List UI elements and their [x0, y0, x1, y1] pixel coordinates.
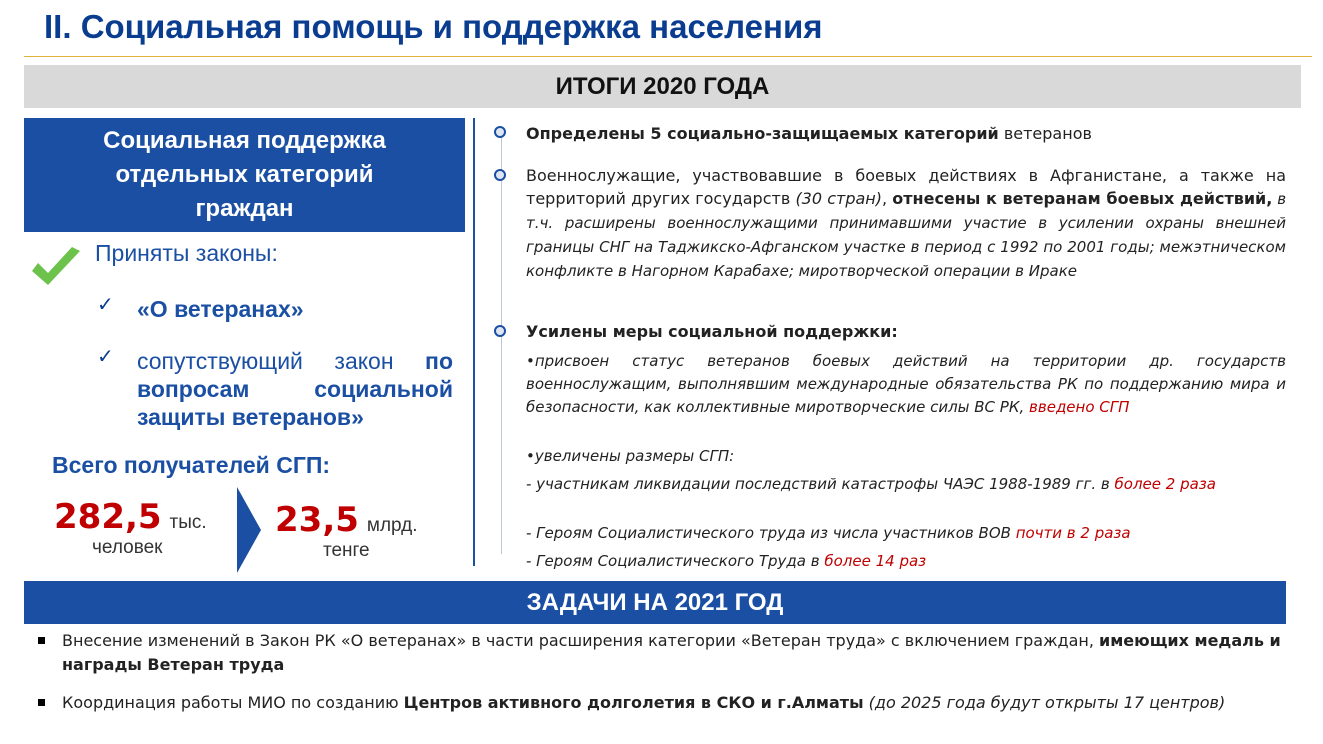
- measure-item: [526, 473, 1286, 496]
- point-categories: [526, 122, 1286, 145]
- social-support-box: [24, 118, 465, 232]
- point-measures-heading: Усилены меры социальной поддержки:: [526, 322, 898, 341]
- box-line-1: Социальная поддержка: [103, 127, 386, 154]
- results-band: [24, 65, 1301, 108]
- timeline-dot: [494, 325, 506, 337]
- task-text-bold: имеющих медаль и награды Ветеран труда: [62, 631, 1281, 674]
- tasks-band: [24, 581, 1286, 624]
- page-title: [44, 8, 823, 46]
- stat-sub: человек: [92, 537, 163, 558]
- task-text-bold: Центров активного долголетия в СКО и г.Алматы: [403, 693, 864, 712]
- stat-unit: тыс.: [169, 512, 207, 533]
- stat-people: [54, 497, 207, 558]
- point-text-italic: в т.ч. расширены военнослужащими принимавшими участие в усилении охраны внешней границы СНГ на Таджикско-Афганском участке в период с 1992 по 2001 годы; межэтническом конфликте в Нагорном Карабахе; миротворческой операции в Ираке: [526, 190, 1287, 280]
- title-text: Социальная помощь и поддержка населения: [80, 8, 823, 45]
- results-band-label: ИТОГИ 2020 ГОДА: [555, 72, 770, 100]
- measure-highlight: более 14 раз: [824, 552, 927, 570]
- stat-money: [275, 500, 418, 561]
- measure-item: [526, 350, 1286, 419]
- law-item-label-a: сопутствующий закон: [137, 348, 426, 374]
- laws-heading: Приняты законы:: [95, 240, 278, 266]
- square-bullet-icon: [38, 637, 45, 644]
- measure-item: [526, 522, 1286, 545]
- measure-item: [526, 550, 1286, 573]
- column-divider: [473, 118, 475, 566]
- law-item-related: [97, 347, 453, 431]
- law-item-label: «О ветеранах»: [137, 296, 304, 322]
- tick-icon: ✓: [97, 294, 114, 316]
- stat-unit: млрд.: [366, 515, 418, 536]
- law-item-veterans: [97, 295, 453, 323]
- box-line-3: граждан: [195, 195, 294, 222]
- point-text-bold: отнесены к ветеранам боевых действий,: [892, 189, 1273, 208]
- point-text: ,: [882, 189, 893, 208]
- task-item: [38, 691, 1283, 715]
- measure-text: - Героям Социалистического Труда в: [526, 552, 825, 570]
- point-text-bold: Определены 5 социально-защищаемых категорий: [526, 124, 999, 143]
- point-text-italic: (30 стран): [795, 189, 882, 208]
- measure-text: - Героям Социалистического труда из числа участников ВОВ: [526, 524, 1016, 542]
- task-text-italic: (до 2025 года будут открыты 17 центров): [868, 693, 1226, 712]
- measure-highlight: почти в 2 раза: [1015, 524, 1131, 542]
- square-bullet-icon: [38, 699, 45, 706]
- timeline-line: [501, 134, 502, 554]
- task-item: [38, 629, 1283, 677]
- recipients-heading: Всего получателей СГП:: [52, 452, 331, 478]
- title-divider: [24, 56, 1312, 57]
- tick-icon: ✓: [97, 346, 114, 368]
- law-item-label-b: по вопросам социальной защиты ветеранов»: [137, 348, 453, 430]
- title-number: II.: [44, 8, 72, 45]
- task-text: Внесение изменений в Закон РК «О ветеранах» в части расширения категории «Ветеран труда» с включением граждан,: [62, 631, 1100, 650]
- tasks-band-label: ЗАДАЧИ НА 2021 ГОД: [526, 588, 784, 616]
- measure-item: •увеличены размеры СГП:: [526, 447, 735, 465]
- measure-text: - участникам ликвидации последствий катастрофы ЧАЭС 1988-1989 гг. в: [526, 475, 1115, 493]
- check-icon: [28, 245, 84, 291]
- task-text: Координация работы МИО по созданию: [62, 693, 404, 712]
- box-line-2: отдельных категорий: [115, 161, 374, 188]
- point-text: ветеранов: [998, 124, 1092, 143]
- timeline-dot: [494, 169, 506, 181]
- measure-highlight: введено СГП: [1029, 398, 1130, 416]
- stat-value: 23,5: [275, 500, 359, 540]
- point-text: Военнослужащие, участвовавшие в боевых действиях в Афганистане, а также на территорий других государств: [526, 166, 1286, 208]
- timeline-dot: [494, 126, 506, 138]
- point-military: [526, 164, 1286, 283]
- measure-highlight: более 2 раза: [1114, 475, 1216, 493]
- stat-sub: тенге: [323, 540, 370, 561]
- stat-value: 282,5: [54, 497, 162, 537]
- measure-text: •присвоен статус ветеранов боевых действий на территории др. государств военнослужащим, выполнявшим международные обязательства РК по поддержанию мира и безопасности, как коллективные миротворческие силы ВС РК,: [526, 352, 1286, 416]
- chevron-right-icon: [237, 487, 261, 573]
